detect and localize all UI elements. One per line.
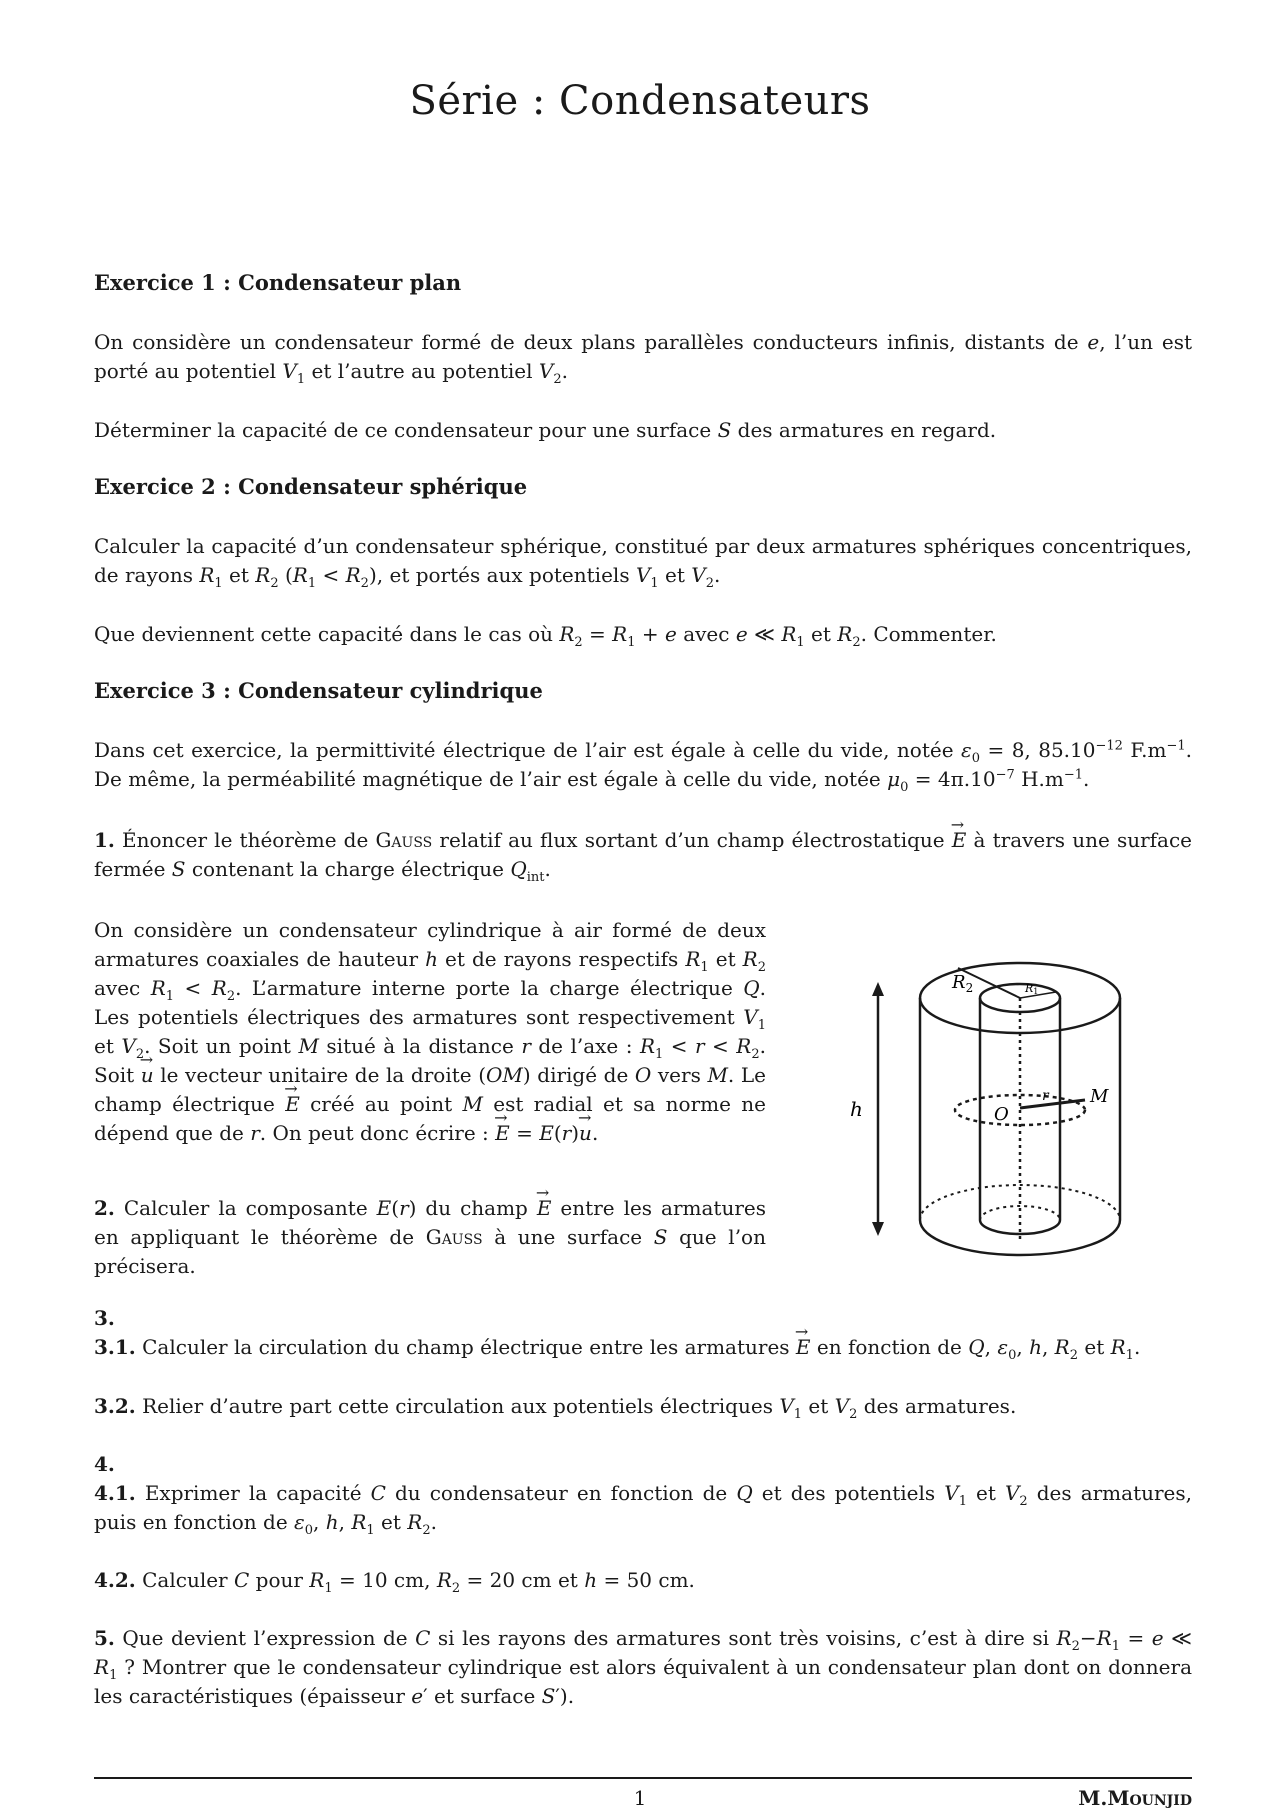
- exercise-2-heading: Exercice 2 : Condensateur sphérique: [94, 474, 528, 499]
- label-R2: $R_2$: [952, 972, 974, 995]
- question-4-2: 4.2. Calculer C pour $R_1 = 10$ cm, $R_2 = 20$ cm et h = 50 cm.: [94, 1568, 695, 1596]
- cylinder-description: On considère un condensateur cylindrique à air formé de deux armatures coaxiales de hauteur h et de rayons respectifs $R_1$ et $R_2$ avec $R_1 < R_2$. L’armature interne porte la charge électrique Q. Les potentiels électriques des armatures sont respectivement $V_1$ et $V_2$. Soit un point M situé à la distance r de l’axe : $R_1 < r < R_2$. Soit → u le vecteur unitaire de la droite (OM) dirigé de O vers M. Le champ électrique → E créé au point M est radial et sa norme ne dépend que de r. On peut donc écrire : → E = E(r)→ u.: [94, 916, 766, 1148]
- question-5: 5. Que devient l’expression de C si les rayons des armatures sont très voisins, c’est à dire si $R_2-R_1 = e$ ≪ $R_1$ ? Montrer que le condensateur cylindrique est alors équivalent à un condensateur plan dont on donnera les caractéristiques (épaisseur e′ et surface S′).: [94, 1626, 1193, 1708]
- exercise-1-paragraph-2: Déterminer la capacité de ce condensateur pour une surface S des armatures en regard.: [94, 418, 997, 442]
- author-name: M.Mounjid: [1078, 1786, 1192, 1810]
- exercise-3-intro: Dans cet exercice, la permittivité électrique de l’air est égale à celle du vide, notée $\varepsilon_0 = 8$, $85.10^{-12}$ $F.m^{-1}$. De même, la perméabilité magnétique de l’air est égale à celle du vide, notée $\mu_0 = 4\pi.10^{-7}$ $H.m^{-1}$.: [94, 738, 1192, 795]
- label-R1: R1: [1025, 982, 1039, 996]
- exercise-2-paragraph-2: Que deviennent cette capacité dans le cas où $R_2 = R_1 + e$ avec e ≪ $R_1$ et $R_2$. Commenter.: [94, 622, 997, 650]
- exercise-2-paragraph-1: Calculer la capacité d’un condensateur sphérique, constitué par deux armatures sphériques concentriques, de rayons $R_1$ et $R_2$ $(R_1 < R_2)$, et portés aux potentiels $V_1$ et $V_2$.: [94, 534, 1192, 591]
- label-M: M: [1090, 1086, 1109, 1107]
- question-1: 1. Énoncer le théorème de Gauss relatif au flux sortant d’un champ électrostatique → E à travers une surface fermée S contenant la charge électrique $Q_{int}$.: [94, 826, 1192, 884]
- radius-r-line: [1020, 1100, 1085, 1108]
- footer-rule: [94, 1777, 1192, 1779]
- question-3: 3. 3.1. Calculer la circulation du champ électrique entre les armatures → E en fonction de Q, $\varepsilon_0$, h, $R_2$ et $R_1$.: [94, 1304, 1192, 1362]
- page-number: 1: [633, 1786, 647, 1810]
- label-r: r: [1042, 1088, 1049, 1104]
- exercise-3-heading: Exercice 3 : Condensateur cylindrique: [94, 678, 543, 703]
- exercise-1-paragraph-1: On considère un condensateur formé de deux plans parallèles conducteurs infinis, distants de e, l’un est porté au potentiel $V_1$ et l’autre au potentiel $V_2$.: [94, 330, 1193, 387]
- exercise-1-heading: Exercice 1 : Condensateur plan: [94, 270, 462, 295]
- label-h: h: [850, 1097, 863, 1121]
- question-3-2: 3.2. Relier d’autre part cette circulation aux potentiels électriques $V_1$ et $V_2$ des armatures.: [94, 1394, 1017, 1422]
- question-2: 2. Calculer la composante E(r) du champ → E entre les armatures en appliquant le théorème de Gauss à une surface S que l’on précisera.: [94, 1194, 766, 1281]
- page-title: Série : Condensateurs: [409, 78, 871, 124]
- label-O: O: [994, 1104, 1009, 1125]
- cylindrical-capacitor-figure: [840, 940, 1140, 1280]
- question-4: 4. 4.1. Exprimer la capacité C du condensateur en fonction de Q et des potentiels $V_1$ et $V_2$ des armatures, puis en fonction de $\varepsilon_0$, h, $R_1$ et $R_2$.: [94, 1452, 1193, 1538]
